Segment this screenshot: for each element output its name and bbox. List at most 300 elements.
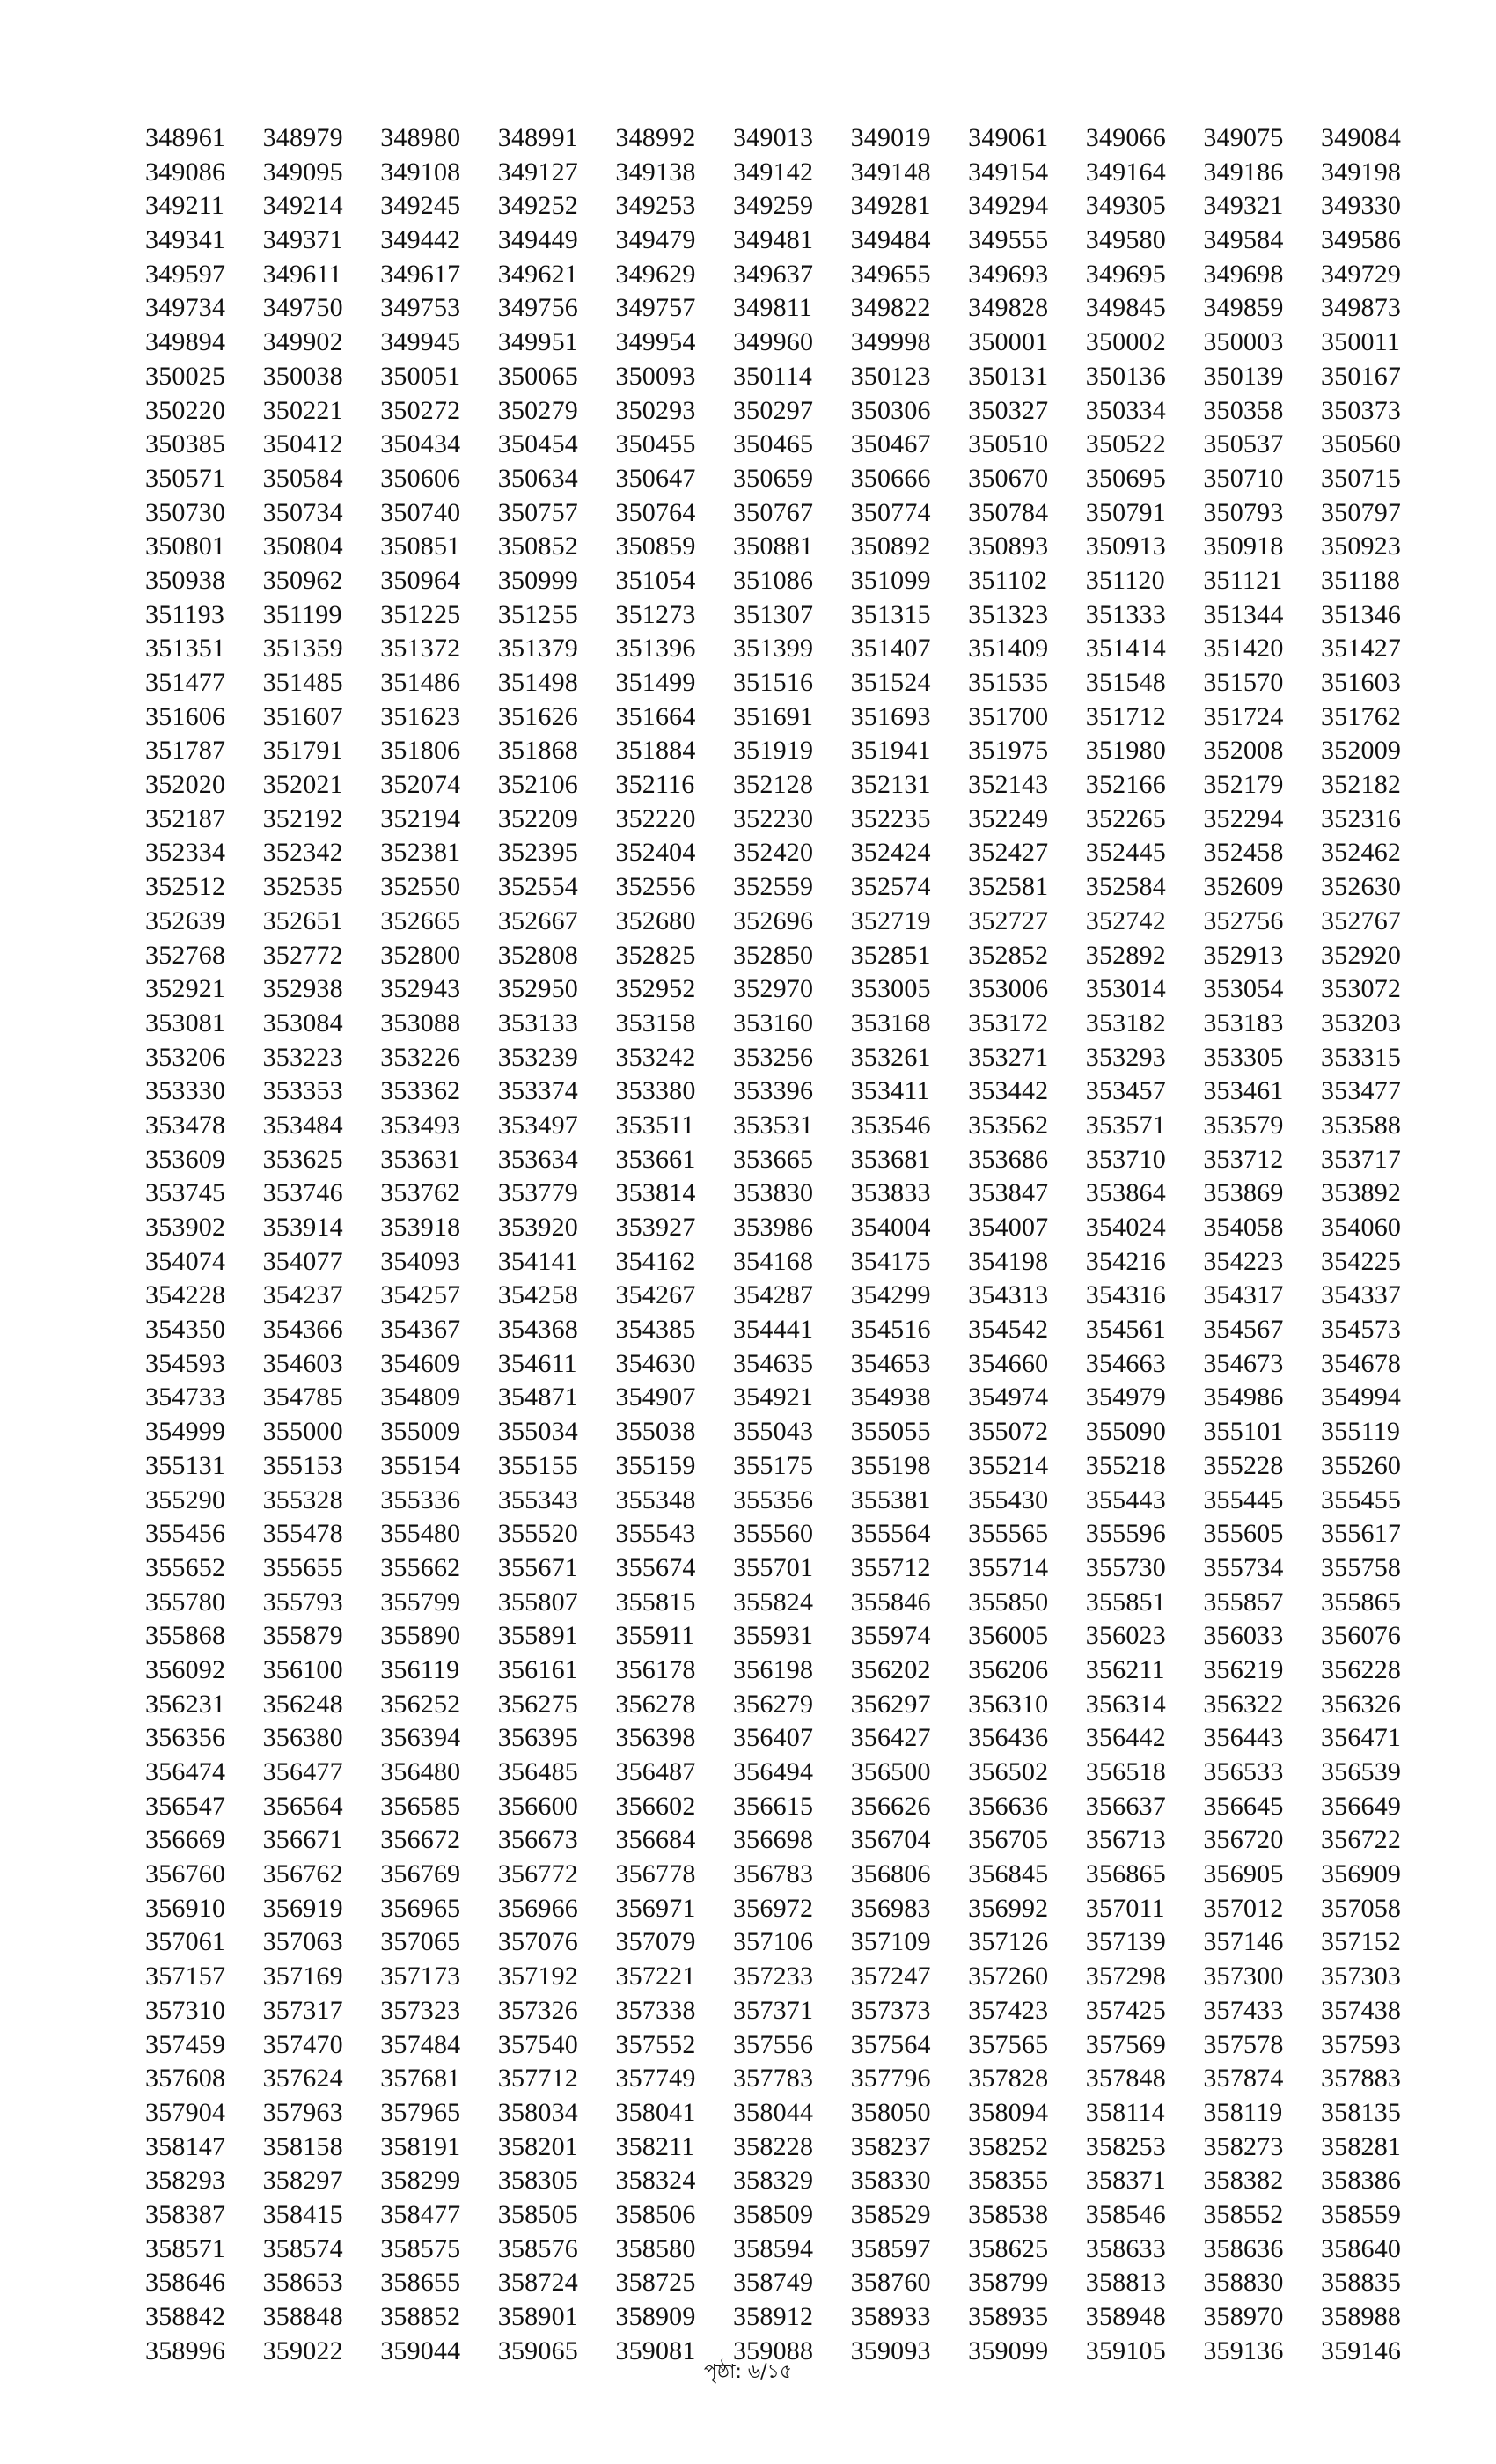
roll-number-cell: 356297: [850, 1689, 931, 1719]
roll-number-cell: 357373: [850, 1995, 931, 2025]
roll-number-cell: 358506: [615, 2199, 696, 2229]
roll-number-cell: 354974: [968, 1382, 1049, 1412]
roll-number-cell: 353579: [1203, 1110, 1284, 1140]
roll-number-cell: 354093: [380, 1246, 461, 1276]
roll-number-cell: 356778: [615, 1859, 696, 1889]
roll-number-cell: 355890: [380, 1621, 461, 1651]
roll-number-cell: 357303: [1320, 1962, 1402, 1991]
roll-number-cell: 350571: [145, 463, 226, 493]
roll-number-cell: 358305: [497, 2166, 578, 2196]
roll-number-cell: 354603: [262, 1348, 343, 1378]
roll-number-cell: 355043: [732, 1417, 814, 1447]
roll-number-cell: 356202: [850, 1654, 931, 1684]
roll-number-cell: 349252: [497, 191, 578, 221]
roll-number-cell: 353986: [732, 1213, 814, 1242]
roll-number-cell: 348991: [497, 123, 578, 152]
roll-number-cell: 354921: [732, 1382, 814, 1412]
roll-number-cell: 355662: [380, 1552, 461, 1582]
roll-number-cell: 352074: [380, 770, 461, 800]
roll-number-cell: 349066: [1085, 123, 1166, 152]
roll-number-cell: 349061: [968, 123, 1049, 152]
roll-number-cell: 357371: [732, 1995, 814, 2025]
roll-number-cell: 357338: [615, 1995, 696, 2025]
roll-number-cell: 352424: [850, 838, 931, 868]
roll-number-cell: 358529: [850, 2199, 931, 2229]
roll-number-cell: 351102: [968, 565, 1048, 595]
roll-number-cell: 358749: [732, 2268, 814, 2298]
roll-number-cell: 350852: [497, 532, 578, 561]
roll-number-cell: 350434: [380, 429, 461, 459]
roll-number-cell: 358324: [615, 2166, 696, 2196]
roll-number-cell: 356206: [968, 1654, 1049, 1684]
roll-number-cell: 350634: [497, 463, 578, 493]
roll-number-cell: 358237: [850, 2131, 931, 2161]
roll-number-cell: 351477: [145, 668, 226, 697]
roll-number-cell: 352938: [262, 974, 343, 1004]
roll-number-cell: 358044: [732, 2097, 814, 2127]
roll-number-cell: 355671: [497, 1552, 578, 1582]
roll-number-cell: 352192: [262, 803, 343, 833]
roll-number-cell: 356983: [850, 1893, 931, 1923]
roll-number-cell: 354058: [1203, 1213, 1284, 1242]
roll-number-cell: 353183: [1203, 1008, 1284, 1038]
roll-number-cell: 359081: [615, 2336, 696, 2365]
roll-number-cell: 349845: [1085, 293, 1166, 323]
roll-number-cell: 353182: [1085, 1008, 1166, 1038]
roll-number-cell: 349611: [262, 259, 342, 289]
roll-number-cell: 352420: [732, 838, 814, 868]
roll-number-cell: 355328: [262, 1485, 343, 1514]
roll-number-cell: 350767: [732, 497, 814, 527]
roll-number-cell: 355343: [497, 1485, 578, 1514]
roll-number-cell: 354267: [615, 1280, 696, 1310]
roll-number-cell: 357058: [1320, 1893, 1402, 1923]
roll-number-cell: 351724: [1203, 701, 1284, 731]
roll-number-cell: 353315: [1320, 1042, 1402, 1072]
roll-number-cell: 355712: [850, 1552, 931, 1582]
roll-number-cell: 358382: [1203, 2166, 1284, 2196]
roll-number-cell: 350221: [262, 395, 343, 425]
roll-number-cell: 355153: [262, 1450, 343, 1480]
roll-number-cell: 352665: [380, 906, 461, 935]
roll-number-cell: 349084: [1320, 123, 1402, 152]
roll-number-cell: 352920: [1320, 940, 1402, 970]
roll-number-cell: 353710: [1085, 1144, 1166, 1174]
roll-number-cell: 356965: [380, 1893, 461, 1923]
roll-number-cell: 353411: [850, 1076, 930, 1106]
roll-number-cell: 350793: [1203, 497, 1284, 527]
roll-number-cell: 351359: [262, 634, 343, 664]
roll-number-cell: 350918: [1203, 532, 1284, 561]
roll-number-cell: 349756: [497, 293, 578, 323]
roll-number-cell: 354060: [1320, 1213, 1402, 1242]
roll-number-cell: 358970: [1203, 2302, 1284, 2331]
roll-number-cell: 358594: [732, 2233, 814, 2263]
roll-number-cell: 354237: [262, 1280, 343, 1310]
roll-number-cell: 353293: [1085, 1042, 1166, 1072]
roll-number-cell: 353005: [850, 974, 931, 1004]
roll-number-cell: 349148: [850, 157, 931, 187]
roll-number-cell: 358724: [497, 2268, 578, 2298]
roll-number-cell: 356636: [968, 1791, 1049, 1821]
roll-number-cell: 352445: [1085, 838, 1166, 868]
roll-number-cell: 354385: [615, 1315, 696, 1345]
roll-number-cell: 357157: [145, 1962, 226, 1991]
roll-number-cell: 349154: [968, 157, 1049, 187]
roll-number-cell: 352727: [968, 906, 1049, 935]
roll-number-cell: 358655: [380, 2268, 461, 2298]
roll-number-cell: 352194: [380, 803, 461, 833]
roll-number-cell: 352182: [1320, 770, 1402, 800]
roll-number-cell: 350859: [615, 532, 696, 561]
roll-number-cell: 354907: [615, 1382, 696, 1412]
roll-number-cell: 350131: [968, 361, 1049, 391]
roll-number-cell: 349449: [497, 225, 578, 255]
roll-number-cell: 353242: [615, 1042, 696, 1072]
roll-number-cell: 355617: [1320, 1519, 1402, 1549]
roll-number-cell: 353562: [968, 1110, 1049, 1140]
roll-number-cell: 355520: [497, 1519, 578, 1549]
roll-number-cell: 350293: [615, 395, 696, 425]
roll-number-cell: 357425: [1085, 1995, 1166, 2025]
roll-number-cell: 356645: [1203, 1791, 1284, 1821]
roll-number-cell: 350065: [497, 361, 578, 391]
roll-number-cell: 357221: [615, 1962, 696, 1991]
roll-number-cell: 356806: [850, 1859, 931, 1889]
roll-number-cell: 349253: [615, 191, 696, 221]
roll-number-cell: 359099: [968, 2336, 1049, 2365]
roll-number-cell: 354871: [497, 1382, 578, 1412]
roll-number-cell: 356966: [497, 1893, 578, 1923]
roll-number-cell: 349822: [850, 293, 931, 323]
roll-number-cell: 356314: [1085, 1689, 1166, 1719]
roll-number-cell: 352800: [380, 940, 461, 970]
roll-number-cell: 349584: [1203, 225, 1284, 255]
roll-number-cell: 352294: [1203, 803, 1284, 833]
roll-number-cell: 352209: [497, 803, 578, 833]
roll-number-cell: 350455: [615, 429, 696, 459]
roll-number-cell: 356211: [1085, 1654, 1165, 1684]
roll-number-cell: 356248: [262, 1689, 343, 1719]
roll-number-cell: 349586: [1320, 225, 1402, 255]
roll-number-cell: 350002: [1085, 327, 1166, 357]
roll-number-cell: 351188: [1320, 565, 1401, 595]
roll-number-cell: 357300: [1203, 1962, 1284, 1991]
roll-number-cell: 351054: [615, 565, 696, 595]
roll-number-cell: 356547: [145, 1791, 226, 1821]
roll-number-cell: 352609: [1203, 872, 1284, 902]
roll-number-cell: 354611: [497, 1348, 577, 1378]
roll-number-cell: 351975: [968, 736, 1049, 766]
roll-number-cell: 356076: [1320, 1621, 1402, 1651]
roll-number-table: [145, 121, 1439, 2368]
roll-number-cell: 352116: [615, 770, 695, 800]
roll-number-cell: 352128: [732, 770, 814, 800]
roll-number-cell: 357564: [850, 2029, 931, 2059]
roll-number-cell: 353084: [262, 1008, 343, 1038]
roll-number-cell: 353869: [1203, 1178, 1284, 1208]
roll-number-cell: 355430: [968, 1485, 1049, 1514]
roll-number-cell: 356219: [1203, 1654, 1284, 1684]
roll-number-cell: 350695: [1085, 463, 1166, 493]
roll-number-cell: 352131: [850, 770, 931, 800]
roll-number-cell: 353712: [1203, 1144, 1284, 1174]
roll-number-cell: 354567: [1203, 1315, 1284, 1345]
roll-number-cell: 356485: [497, 1757, 578, 1786]
roll-number-cell: 356637: [1085, 1791, 1166, 1821]
roll-number-cell: 349729: [1320, 259, 1402, 289]
roll-number-cell: 355931: [732, 1621, 814, 1651]
roll-number-cell: 353477: [1320, 1076, 1402, 1106]
roll-number-cell: 358835: [1320, 2268, 1402, 2298]
roll-number-cell: 349479: [615, 225, 696, 255]
roll-number-cell: 359093: [850, 2336, 931, 2365]
roll-number-cell: 352235: [850, 803, 931, 833]
roll-number-cell: 350136: [1085, 361, 1166, 391]
roll-number-cell: 357326: [497, 1995, 578, 2025]
roll-number-cell: 353072: [1320, 974, 1402, 1004]
roll-number-cell: 352950: [497, 974, 578, 1004]
roll-number-cell: 349259: [732, 191, 814, 221]
roll-number-cell: 350412: [262, 429, 343, 459]
roll-number-cell: 355228: [1203, 1450, 1284, 1480]
roll-number-cell: 354198: [968, 1246, 1049, 1276]
roll-number-cell: 357152: [1320, 1927, 1402, 1957]
roll-number-cell: 349734: [145, 293, 226, 323]
roll-number-cell: 350510: [968, 429, 1049, 459]
roll-number-cell: 351693: [850, 701, 931, 731]
roll-number-cell: 353745: [145, 1178, 226, 1208]
roll-number-cell: 354573: [1320, 1315, 1402, 1345]
roll-number-cell: 358909: [615, 2302, 696, 2331]
roll-number-cell: 349075: [1203, 123, 1284, 152]
roll-number-cell: 358252: [968, 2131, 1049, 2161]
roll-number-cell: 355155: [497, 1450, 578, 1480]
roll-number-cell: 358191: [380, 2131, 461, 2161]
roll-number-cell: 353442: [968, 1076, 1049, 1106]
roll-number-cell: 351333: [1085, 599, 1166, 629]
roll-number-cell: 358281: [1320, 2131, 1402, 2161]
roll-number-cell: 358636: [1203, 2233, 1284, 2263]
roll-number-cell: 357484: [380, 2029, 461, 2059]
roll-number-cell: 352970: [732, 974, 814, 1004]
roll-number-cell: 352535: [262, 872, 343, 902]
roll-number-cell: 351099: [850, 565, 931, 595]
roll-number-cell: 352404: [615, 838, 696, 868]
roll-number-cell: 352952: [615, 974, 696, 1004]
roll-number-cell: 351499: [615, 668, 696, 697]
roll-number-cell: 352559: [732, 872, 814, 902]
roll-number-cell: 356500: [850, 1757, 931, 1786]
roll-number-cell: 356502: [968, 1757, 1049, 1786]
roll-number-cell: 356119: [380, 1654, 460, 1684]
roll-number-cell: 352009: [1320, 736, 1402, 766]
roll-number-cell: 359088: [732, 2336, 814, 2365]
roll-number-cell: 353779: [497, 1178, 578, 1208]
roll-number-cell: 353746: [262, 1178, 343, 1208]
roll-number-cell: 352220: [615, 803, 696, 833]
roll-number-cell: 353902: [145, 1213, 226, 1242]
roll-number-cell: 357139: [1085, 1927, 1166, 1957]
roll-number-cell: 358580: [615, 2233, 696, 2263]
roll-number-cell: 354785: [262, 1382, 343, 1412]
roll-number-cell: 351664: [615, 701, 696, 731]
roll-number-cell: 350093: [615, 361, 696, 391]
roll-number-cell: 357298: [1085, 1962, 1166, 1991]
roll-number-cell: 358211: [615, 2131, 695, 2161]
roll-number-cell: 356494: [732, 1757, 814, 1786]
roll-number-cell: 349341: [145, 225, 226, 255]
roll-number-cell: 354938: [850, 1382, 931, 1412]
roll-number-cell: 358574: [262, 2233, 343, 2263]
roll-number-cell: 355565: [968, 1519, 1049, 1549]
roll-number-cell: 358625: [968, 2233, 1049, 2263]
roll-number-cell: 353814: [615, 1178, 696, 1208]
roll-number-cell: 353665: [732, 1144, 814, 1174]
roll-number-cell: 359136: [1203, 2336, 1284, 2365]
roll-number-cell: 354337: [1320, 1280, 1402, 1310]
roll-number-cell: 349211: [145, 191, 225, 221]
roll-number-cell: 352554: [497, 872, 578, 902]
roll-number-cell: 357433: [1203, 1995, 1284, 2025]
roll-number-cell: 357061: [145, 1927, 226, 1957]
roll-number-cell: 355543: [615, 1519, 696, 1549]
roll-number-cell: 358576: [497, 2233, 578, 2263]
roll-number-cell: 353226: [380, 1042, 461, 1072]
roll-number-cell: 358852: [380, 2302, 461, 2331]
roll-number-cell: 352630: [1320, 872, 1402, 902]
roll-number-cell: 352850: [732, 940, 814, 970]
roll-number-cell: 355198: [850, 1450, 931, 1480]
roll-number-cell: 351199: [262, 599, 342, 629]
roll-number-cell: 353461: [1203, 1076, 1284, 1106]
roll-number-cell: 358948: [1085, 2302, 1166, 2331]
roll-number-cell: 356673: [497, 1825, 578, 1855]
roll-number-cell: 353305: [1203, 1042, 1284, 1072]
roll-number-cell: 350584: [262, 463, 343, 493]
roll-number-cell: 356845: [968, 1859, 1049, 1889]
roll-number-cell: 353830: [732, 1178, 814, 1208]
roll-number-cell: 357783: [732, 2064, 814, 2094]
roll-number-cell: 354368: [497, 1315, 578, 1345]
roll-number-cell: 354216: [1085, 1246, 1166, 1276]
roll-number-cell: 349655: [850, 259, 931, 289]
roll-number-cell: 356356: [145, 1723, 226, 1753]
roll-number-cell: 352512: [145, 872, 226, 902]
roll-number-cell: 354593: [145, 1348, 226, 1378]
roll-number-cell: 352265: [1085, 803, 1166, 833]
roll-number-cell: 350757: [497, 497, 578, 527]
roll-number-cell: 353686: [968, 1144, 1049, 1174]
roll-number-cell: 352768: [145, 940, 226, 970]
roll-number-cell: 353717: [1320, 1144, 1402, 1174]
roll-number-cell: 353609: [145, 1144, 226, 1174]
roll-number-cell: 351379: [497, 634, 578, 664]
roll-number-cell: 352316: [1320, 803, 1402, 833]
roll-number-cell: 351427: [1320, 634, 1402, 664]
roll-number-cell: 358725: [615, 2268, 696, 2298]
roll-number-cell: 351407: [850, 634, 931, 664]
roll-number-cell: 359044: [380, 2336, 461, 2365]
roll-number-cell: 353081: [145, 1008, 226, 1038]
roll-number-cell: 349873: [1320, 293, 1402, 323]
roll-number-cell: 354225: [1320, 1246, 1402, 1276]
roll-number-cell: 356474: [145, 1757, 226, 1786]
roll-number-cell: 353223: [262, 1042, 343, 1072]
roll-number-cell: 350465: [732, 429, 814, 459]
roll-number-cell: 358329: [732, 2166, 814, 2196]
roll-number-cell: 354077: [262, 1246, 343, 1276]
roll-number-cell: 358297: [262, 2166, 343, 2196]
roll-number-cell: 358901: [497, 2302, 578, 2331]
roll-number-cell: 354660: [968, 1348, 1049, 1378]
roll-number-cell: 350011: [1320, 327, 1401, 357]
roll-number-cell: 351255: [497, 599, 578, 629]
roll-number-cell: 357565: [968, 2029, 1049, 2059]
roll-number-cell: 350327: [968, 395, 1049, 425]
roll-number-cell: 353353: [262, 1076, 343, 1106]
roll-number-cell: 355214: [968, 1450, 1049, 1480]
roll-number-cell: 351570: [1203, 668, 1284, 697]
roll-number-cell: 356669: [145, 1825, 226, 1855]
roll-number-cell: 357883: [1320, 2064, 1402, 2094]
roll-number-cell: 358813: [1085, 2268, 1166, 2298]
roll-number-cell: 353833: [850, 1178, 931, 1208]
roll-number-cell: 357192: [497, 1962, 578, 1991]
roll-number-cell: 352825: [615, 940, 696, 970]
roll-number-cell: 357470: [262, 2029, 343, 2059]
roll-number-cell: 353261: [850, 1042, 931, 1072]
roll-number-cell: 356487: [615, 1757, 696, 1786]
roll-number-cell: 351086: [732, 565, 814, 595]
roll-number-cell: 354317: [1203, 1280, 1284, 1310]
roll-number-cell: 351980: [1085, 736, 1166, 766]
roll-number-cell: 349198: [1320, 157, 1402, 187]
roll-number-cell: 354299: [850, 1280, 931, 1310]
roll-number-cell: 353847: [968, 1178, 1049, 1208]
roll-number-cell: 351414: [1085, 634, 1166, 664]
roll-number-cell: 359065: [497, 2336, 578, 2365]
roll-number-cell: 355336: [380, 1485, 461, 1514]
roll-number-cell: 355807: [497, 1587, 578, 1617]
roll-number-cell: 355055: [850, 1417, 931, 1447]
roll-number-cell: 352639: [145, 906, 226, 935]
roll-number-cell: 358094: [968, 2097, 1049, 2127]
roll-number-cell: 350734: [262, 497, 343, 527]
roll-number-cell: 349095: [262, 157, 343, 187]
roll-number-cell: 356252: [380, 1689, 461, 1719]
roll-number-cell: 356783: [732, 1859, 814, 1889]
roll-number-cell: 357796: [850, 2064, 931, 2094]
roll-number-cell: 352892: [1085, 940, 1166, 970]
roll-number-cell: 351884: [615, 736, 696, 766]
roll-number-cell: 355865: [1320, 1587, 1402, 1617]
roll-number-cell: 355090: [1085, 1417, 1166, 1447]
roll-number-cell: 355445: [1203, 1485, 1284, 1514]
roll-number-cell: 353531: [732, 1110, 814, 1140]
roll-number-cell: 356772: [497, 1859, 578, 1889]
roll-number-cell: 354986: [1203, 1382, 1284, 1412]
roll-number-cell: 352851: [850, 940, 931, 970]
roll-number-cell: 350791: [1085, 497, 1166, 527]
roll-number-cell: 352742: [1085, 906, 1166, 935]
roll-number-cell: 355560: [732, 1519, 814, 1549]
roll-number-cell: 351396: [615, 634, 696, 664]
roll-number-cell: 353588: [1320, 1110, 1402, 1140]
roll-number-cell: 351700: [968, 701, 1049, 731]
roll-number-cell: 351372: [380, 634, 461, 664]
roll-number-cell: 351919: [732, 736, 814, 766]
